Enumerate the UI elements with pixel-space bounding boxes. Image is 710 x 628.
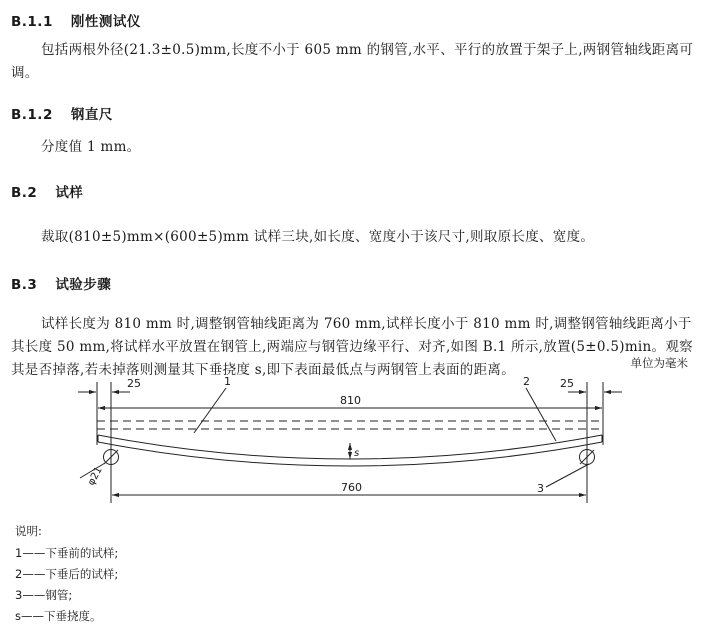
callout-leader-2	[526, 388, 556, 441]
callout-3: 3	[537, 482, 544, 495]
unit-note: 单位为毫米	[630, 356, 688, 370]
heading-b1-2	[11, 103, 113, 123]
heading-b1-1	[11, 10, 141, 30]
dim-label-total: 810	[340, 394, 361, 407]
section-title: 试验步骤	[55, 277, 112, 293]
section-number: B.2	[11, 185, 38, 201]
section-number: B.1.2	[11, 107, 53, 123]
figure-b1	[0, 375, 710, 515]
diameter-label: φ21	[85, 465, 105, 488]
section-title: 刚性测试仪	[70, 14, 141, 30]
callout-1: 1	[224, 375, 231, 388]
legend-item: 2——下垂后的试样;	[15, 567, 119, 581]
legend-item: 3——钢管;	[15, 588, 73, 602]
paragraph-b1-1: 包括两根外径(21.3±0.5)mm,长度不小于 605 mm 的钢管,水平、平行的放置于架子上,两钢管轴线距离可调。	[11, 42, 694, 81]
dim-label-right: 25	[560, 377, 574, 390]
dim-label-left: 25	[127, 377, 141, 390]
section-number: B.3	[11, 277, 38, 293]
sag-label: s	[354, 448, 360, 459]
legend-title: 说明:	[15, 524, 42, 538]
section-title: 试样	[55, 185, 84, 201]
legend-item: s——下垂挠度。	[15, 609, 102, 623]
section-title: 钢直尺	[70, 107, 113, 123]
section-number: B.1.1	[11, 14, 53, 30]
callout-leader-3	[546, 464, 589, 487]
legend-item: 1——下垂前的试样;	[15, 546, 119, 560]
heading-b2	[11, 181, 83, 201]
heading-b3	[11, 273, 111, 293]
paragraph-b2: 裁取(810±5)mm×(600±5)mm 试样三块,如长度、宽度小于该尺寸,则取原长度、宽度。	[41, 229, 595, 245]
callout-leader-1	[194, 388, 226, 433]
dim-label-axis: 760	[341, 481, 362, 494]
callout-2: 2	[523, 375, 530, 388]
paragraph-b3: 试样长度为 810 mm 时,调整钢管轴线距离为 760 mm,试样长度小于 810 mm 时,调整钢管轴线距离小于其长度 50 mm,将试样水平放置在钢管上,两端应与钢管边缘平行、对齐,如图 B.1 所示,放置(5±0.5)min。观察其是否掉落,若未掉落则测量其下垂挠度 s,即下表面最低点与两钢管上表面的距离。	[11, 316, 693, 378]
paragraph-b1-2: 分度值 1 mm。	[41, 139, 141, 155]
